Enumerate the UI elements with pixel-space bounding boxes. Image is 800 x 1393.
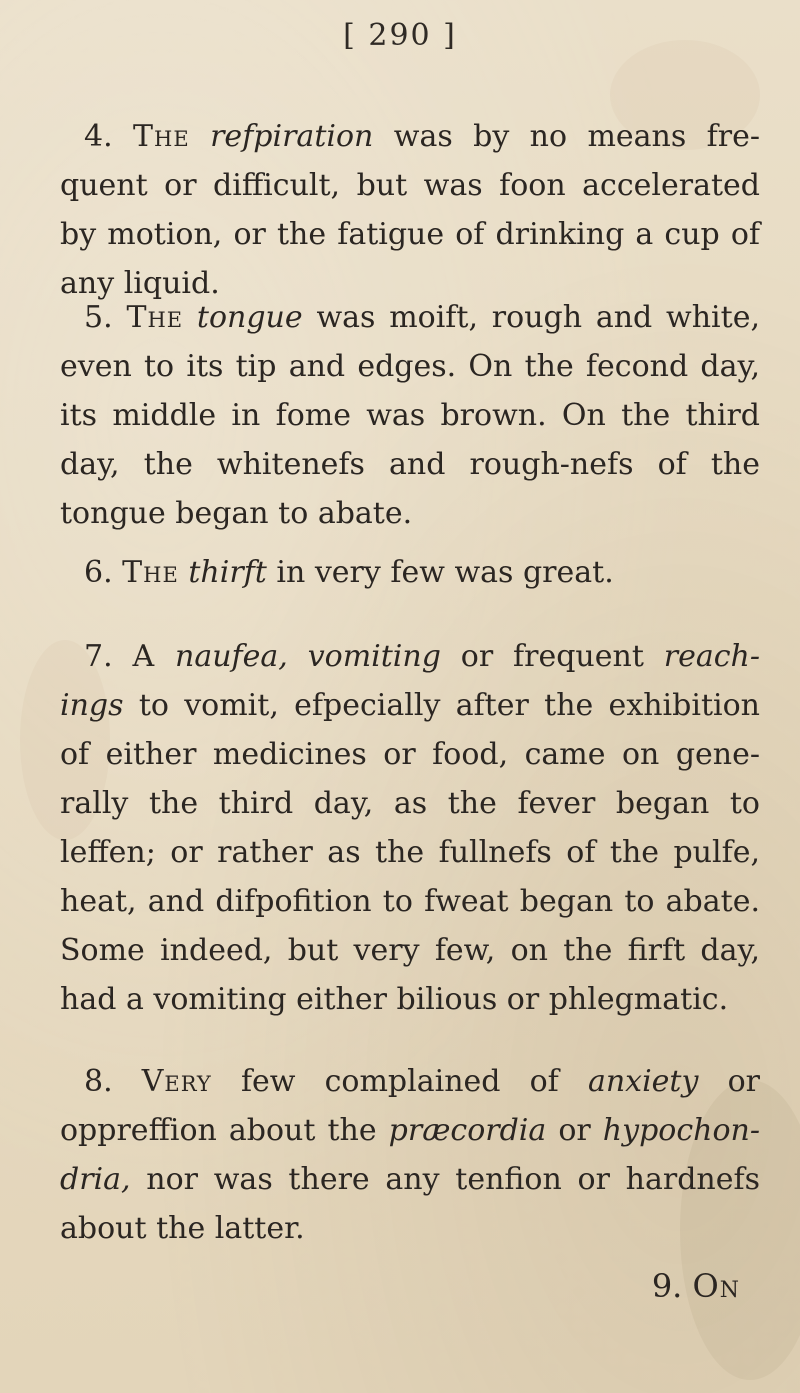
paragraph-lead: The	[122, 555, 179, 590]
paragraph-7	[60, 632, 760, 1024]
paragraph-lead: The	[126, 300, 184, 335]
paragraph-6	[60, 548, 760, 597]
paragraph-text: in very few was great.	[276, 555, 614, 590]
paragraph-term: tongue	[196, 300, 303, 335]
paragraph-text: or	[558, 1113, 591, 1148]
paragraph-4	[60, 112, 760, 308]
paragraph-term: thirft	[188, 555, 267, 590]
catchword	[652, 1267, 740, 1305]
paragraph-term: refpiration	[210, 119, 374, 154]
paragraph-text: was by no means fre-quent or difficult, but was foon accelerated by motion, or the fatigue of drinking a cup of any liquid.	[60, 119, 760, 301]
paragraph-lead: A	[132, 639, 156, 674]
paragraph-8	[60, 1057, 760, 1253]
paragraph-5	[60, 293, 760, 538]
paragraph-number: 7.	[84, 639, 113, 674]
catchword-number: 9.	[651, 1267, 683, 1305]
paragraph-term: vomiting	[307, 639, 441, 674]
paragraph-number: 8.	[84, 1064, 113, 1099]
paragraph-term: anxiety	[587, 1064, 699, 1099]
paragraph-lead: Very	[141, 1064, 212, 1099]
paragraph-text: nor was there any tenfion or hardnefs about the latter.	[60, 1162, 760, 1246]
paragraph-text: few complained of	[240, 1064, 559, 1099]
catchword-text: On	[692, 1267, 740, 1305]
paragraph-lead: The	[133, 119, 190, 154]
page-number: [ 290 ]	[343, 18, 457, 53]
paragraph-number: 4.	[84, 119, 113, 154]
paragraph-number: 5.	[84, 300, 113, 335]
paragraph-term: hypochon-dria,	[60, 1113, 760, 1197]
paragraph-text: to vomit, efpecially after the exhibition of either medicines or food, came on gene-rally the third day, as the fever began to leffen; or rather as the fullnefs of the pulfe, heat, and difpofition to fweat began to abate. Some indeed, but very few, on the firft day, had a vomiting either bilious or phlegmatic.	[60, 688, 760, 1017]
paragraph-number: 6.	[84, 555, 113, 590]
paragraph-connector: or frequent	[460, 639, 644, 674]
paragraph-term: naufea,	[175, 639, 288, 674]
paragraph-term: reach-ings	[60, 639, 760, 723]
paragraph-text: was moift, rough and white, even to its tip and edges. On the fecond day, its middle in fome was brown. On the third day, the whitenefs and rough-nefs of the tongue began to abate.	[60, 300, 760, 531]
paragraph-text: or oppreffion about the	[60, 1064, 760, 1148]
paragraph-term: præcordia	[388, 1113, 547, 1148]
